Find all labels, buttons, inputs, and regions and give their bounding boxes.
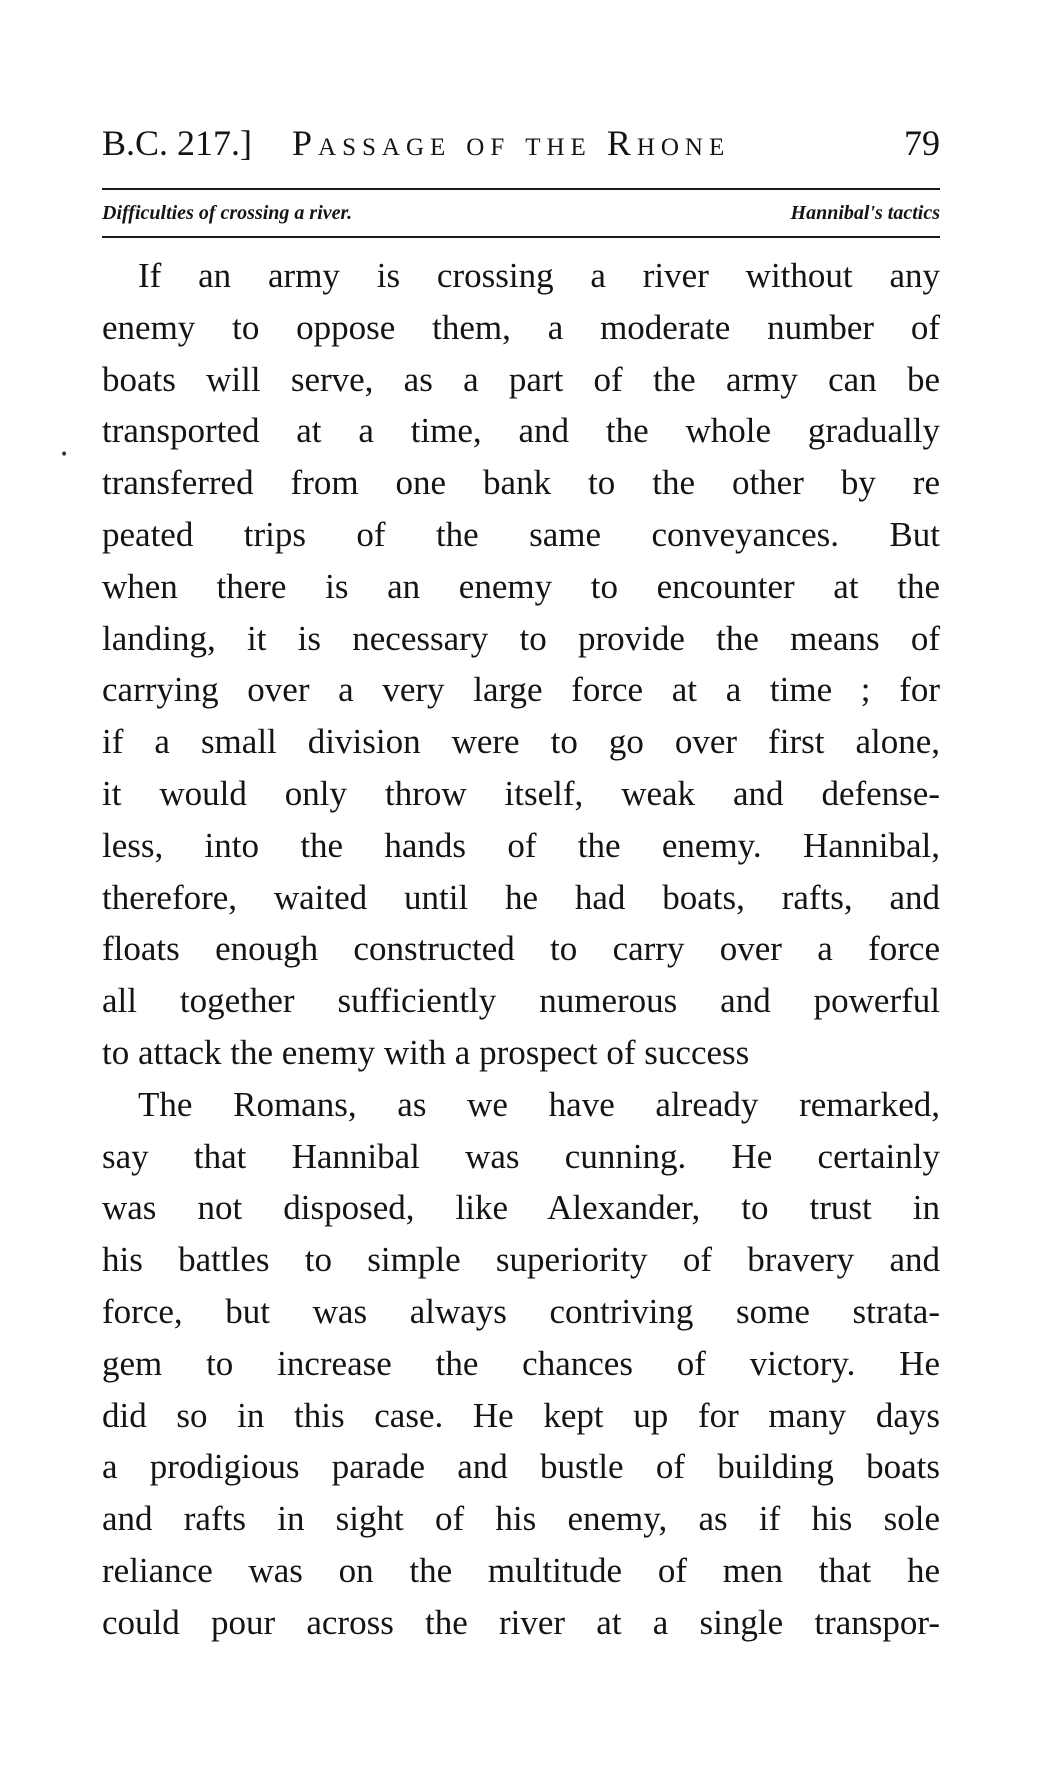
- running-head-date: B.C. 217.]: [102, 123, 253, 163]
- text-line: force, but was always contriving some strata-: [102, 1291, 940, 1331]
- text-line: his battles to simple superiority of bravery and: [102, 1240, 940, 1280]
- text-line: and rafts in sight of his enemy, as if his sole: [102, 1499, 940, 1539]
- text-line: gem to increase the chances of victory. He: [102, 1343, 940, 1383]
- text-line: was not disposed, like Alexander, to trust in: [102, 1188, 940, 1228]
- text-line: did so in this case. He kept up for many days: [102, 1395, 940, 1435]
- stray-print-mark: •: [60, 447, 69, 463]
- paragraph-1: [102, 250, 940, 1079]
- running-head-title: Passage of the Rhone: [292, 123, 731, 163]
- text-line: less, into the hands of the enemy. Hannibal,: [102, 825, 940, 865]
- text-line: transferred from one bank to the other by re: [102, 463, 940, 503]
- running-head: [102, 118, 940, 168]
- text-line: could pour across the river at a single transpor-: [102, 1602, 940, 1642]
- page-number: 79: [904, 123, 940, 163]
- paragraph-2: [102, 1079, 940, 1649]
- text-line: enemy to oppose them, a moderate number of: [102, 307, 940, 347]
- text-line: when there is an enemy to encounter at the: [102, 566, 940, 606]
- text-line: therefore, waited until he had boats, rafts, and: [102, 877, 940, 917]
- text-line: floats enough constructed to carry over a force: [102, 929, 940, 969]
- subhead-left: Difficulties of crossing a river.: [102, 202, 353, 224]
- text-line: boats will serve, as a part of the army can be: [102, 359, 940, 399]
- header-rule-bottom: [102, 236, 940, 238]
- text-line: all together sufficiently numerous and powerful: [102, 981, 940, 1021]
- text-line: a prodigious parade and bustle of building boats: [102, 1447, 940, 1487]
- marginal-subheads: [102, 198, 940, 228]
- text-line: say that Hannibal was cunning. He certainly: [102, 1136, 940, 1176]
- text-line: to attack the enemy with a prospect of success: [102, 1032, 750, 1072]
- text-line: if a small division were to go over first alone,: [102, 722, 940, 762]
- subhead-right: Hannibal's tactics: [790, 202, 940, 224]
- text-line: transported at a time, and the whole gradually: [102, 411, 940, 451]
- text-line: reliance was on the multitude of men that he: [102, 1550, 940, 1590]
- text-line: carrying over a very large force at a time ; for: [102, 670, 940, 710]
- header-rule-top: [102, 188, 940, 190]
- text-line: peated trips of the same conveyances. But: [102, 514, 940, 554]
- body-text: [102, 250, 940, 1649]
- text-line: If an army is crossing a river without any: [138, 256, 940, 295]
- text-line: The Romans, as we have already remarked,: [138, 1084, 940, 1124]
- text-line: landing, it is necessary to provide the means of: [102, 618, 940, 658]
- text-line: it would only throw itself, weak and defense-: [102, 773, 940, 813]
